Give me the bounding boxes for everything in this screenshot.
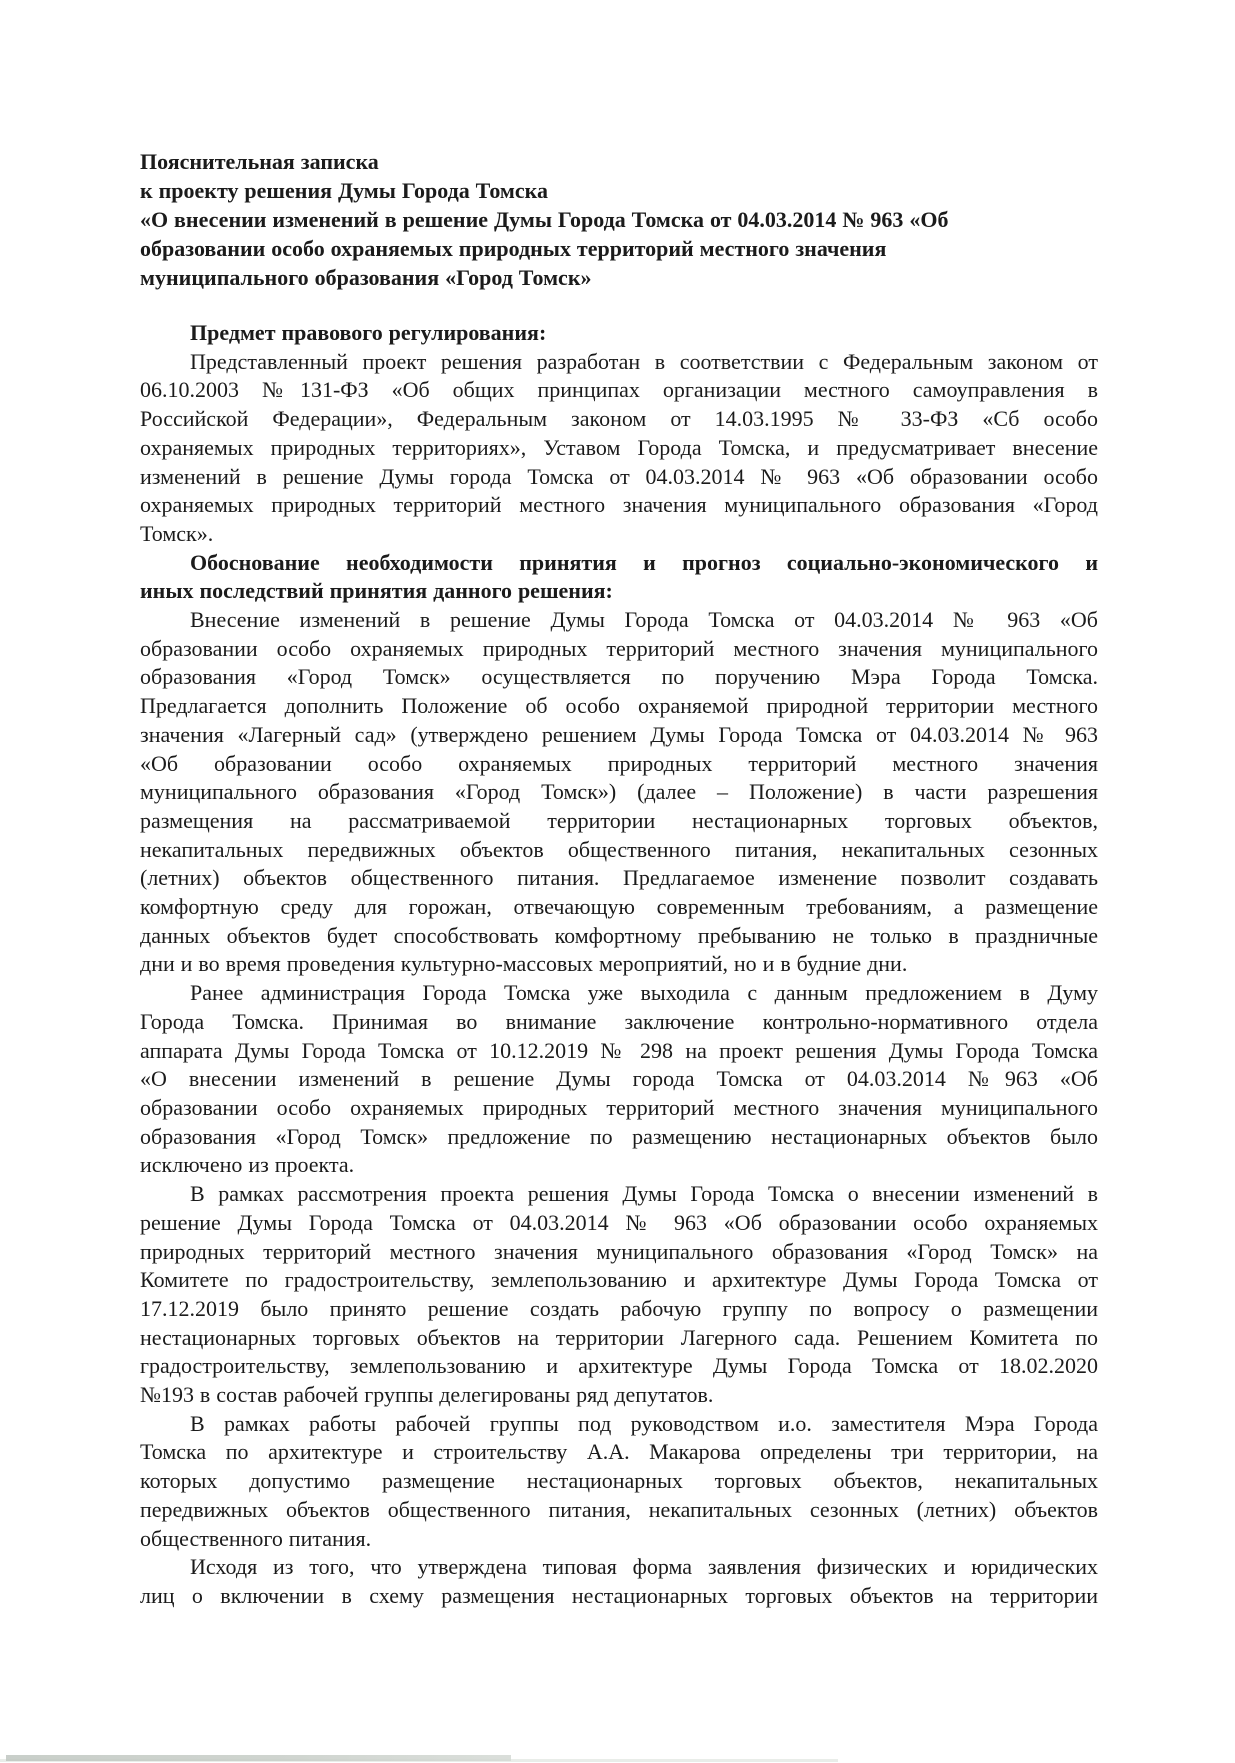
- text-line: Томск».: [140, 520, 214, 546]
- text-line: охраняемых природных территорий местного значения муниципального образования «Город: [140, 492, 1098, 518]
- title-line: к проекту решения Думы Города Томска: [140, 178, 548, 203]
- text-line: образовании особо охраняемых природных территорий местного значения муниципального: [140, 1094, 1098, 1120]
- text-line: природных территорий местного значения муниципального образования «Город Томск» на: [140, 1238, 1098, 1264]
- heading-line: Обоснование необходимости принятия и прогноз социально-экономического и: [190, 549, 1098, 575]
- text-line: градостроительству, землепользованию и архитектуре Думы Города Томска от 18.02.2020: [140, 1353, 1098, 1379]
- text-line: исключено из проекта.: [140, 1152, 355, 1178]
- text-line: нестационарных торговых объектов на территории Лагерного сада. Решением Комитета по: [140, 1324, 1098, 1350]
- text-line: которых допустимо размещение нестационарных торговых объектов, некапитальных: [140, 1468, 1098, 1494]
- paragraph: [140, 606, 1098, 979]
- text-line: «Об образовании особо охраняемых природных территорий местного значения: [140, 750, 1098, 776]
- text-line: Российской Федерации», Федеральным законом от 14.03.1995 № 33-ФЗ «Сб особо: [140, 406, 1098, 432]
- document-sections: [140, 319, 1098, 1611]
- text-line: (летних) объектов общественного питания. Предлагаемое изменение позволит создавать: [140, 865, 1098, 891]
- paragraph: [140, 1553, 1098, 1610]
- text-line: В рамках работы рабочей группы под руководством и.о. заместителя Мэра Города: [190, 1410, 1098, 1436]
- title-line: Пояснительная записка: [140, 149, 379, 174]
- text-line: Предлагается дополнить Положение об особо охраняемой природной территории местного: [140, 693, 1098, 719]
- text-line: 06.10.2003 №131-ФЗ «Об общих принципах организации местного самоуправления в: [140, 377, 1098, 403]
- text-line: 17.12.2019 было принято решение создать рабочую группу по вопросу о размещении: [140, 1295, 1098, 1321]
- text-line: Ранее администрация Города Томска уже выходила с данным предложением в Думу: [190, 980, 1098, 1006]
- text-line: №193 в состав рабочей группы делегированы ряд депутатов.: [140, 1382, 714, 1408]
- section-heading: [140, 319, 1098, 348]
- paragraph: [140, 1180, 1098, 1410]
- text-line: Представленный проект решения разработан в соответствии с Федеральным законом от: [190, 348, 1098, 374]
- text-line: комфортную среду для горожан, отвечающую современным требованиям, а размещение: [140, 894, 1098, 920]
- heading-line: иных последствий принятия данного решения:: [140, 578, 613, 604]
- title-line: муниципального образования «Город Томск»: [140, 265, 592, 290]
- text-line: Комитете по градостроительству, землепользованию и архитектуре Думы Города Томска от: [140, 1267, 1098, 1293]
- text-line: некапитальных передвижных объектов общественного питания, некапитальных сезонных: [140, 836, 1098, 862]
- text-line: Города Томска. Принимая во внимание заключение контрольно-нормативного отдела: [140, 1008, 1098, 1034]
- text-line: передвижных объектов общественного питания, некапитальных сезонных (летних) объектов: [140, 1496, 1098, 1522]
- text-line: данных объектов будет способствовать комфортному пребыванию не только в праздничные: [140, 922, 1098, 948]
- text-line: решение Думы Города Томска от 04.03.2014 № 963 «Об образовании особо охраняемых: [140, 1209, 1098, 1235]
- text-line: лиц о включении в схему размещения нестационарных торговых объектов на территории: [140, 1582, 1098, 1608]
- heading-line: Предмет правового регулирования:: [190, 320, 547, 345]
- text-line: Исходя из того, что утверждена типовая форма заявления физических и юридических: [190, 1554, 1098, 1580]
- text-line: образования «Город Томск» осуществляется по поручению Мэра Города Томска.: [140, 664, 1098, 690]
- paragraph: [140, 1410, 1098, 1554]
- text-line: образовании особо охраняемых природных территорий местного значения муниципального: [140, 635, 1098, 661]
- text-line: Внесение изменений в решение Думы Города Томска от 04.03.2014 № 963 «Об: [190, 607, 1098, 633]
- document-title: [140, 147, 1098, 292]
- paragraph: [140, 348, 1098, 549]
- document-body: [140, 147, 1098, 1611]
- text-line: значения «Лагерный сад» (утверждено решением Думы Города Томска от 04.03.2014 № 963: [140, 721, 1098, 747]
- text-line: образования «Город Томск» предложение по размещению нестационарных объектов было: [140, 1123, 1098, 1149]
- text-line: изменений в решение Думы города Томска от 04.03.2014 № 963 «Об образовании особо: [140, 463, 1098, 489]
- section-heading: [140, 549, 1098, 606]
- scan-artifact-strip: [6, 1755, 511, 1761]
- text-line: В рамках рассмотрения проекта решения Думы Города Томска о внесении изменений в: [190, 1181, 1098, 1207]
- text-line: дни и во время проведения культурно-массовых мероприятий, но и в будние дни.: [140, 951, 908, 977]
- text-line: аппарата Думы Города Томска от 10.12.2019 № 298 на проект решения Думы Города Томска: [140, 1037, 1098, 1063]
- text-line: муниципального образования «Город Томск») (далее – Положение) в части разрешения: [140, 779, 1098, 805]
- text-line: «О внесении изменений в решение Думы города Томска от 04.03.2014 №963 «Об: [140, 1066, 1098, 1092]
- text-line: общественного питания.: [140, 1525, 372, 1551]
- paragraph: [140, 979, 1098, 1180]
- text-line: размещения на рассматриваемой территории нестационарных торговых объектов,: [140, 807, 1098, 833]
- title-line: образовании особо охраняемых природных территорий местного значения: [140, 236, 887, 261]
- title-line: «О внесении изменений в решение Думы Города Томска от 04.03.2014 № 963 «Об: [140, 207, 949, 232]
- text-line: Томска по архитектуре и строительству А.А. Макарова определены три территории, на: [140, 1439, 1098, 1465]
- text-line: охраняемых природных территориях», Уставом Города Томска, и предусматривает внесение: [140, 434, 1098, 460]
